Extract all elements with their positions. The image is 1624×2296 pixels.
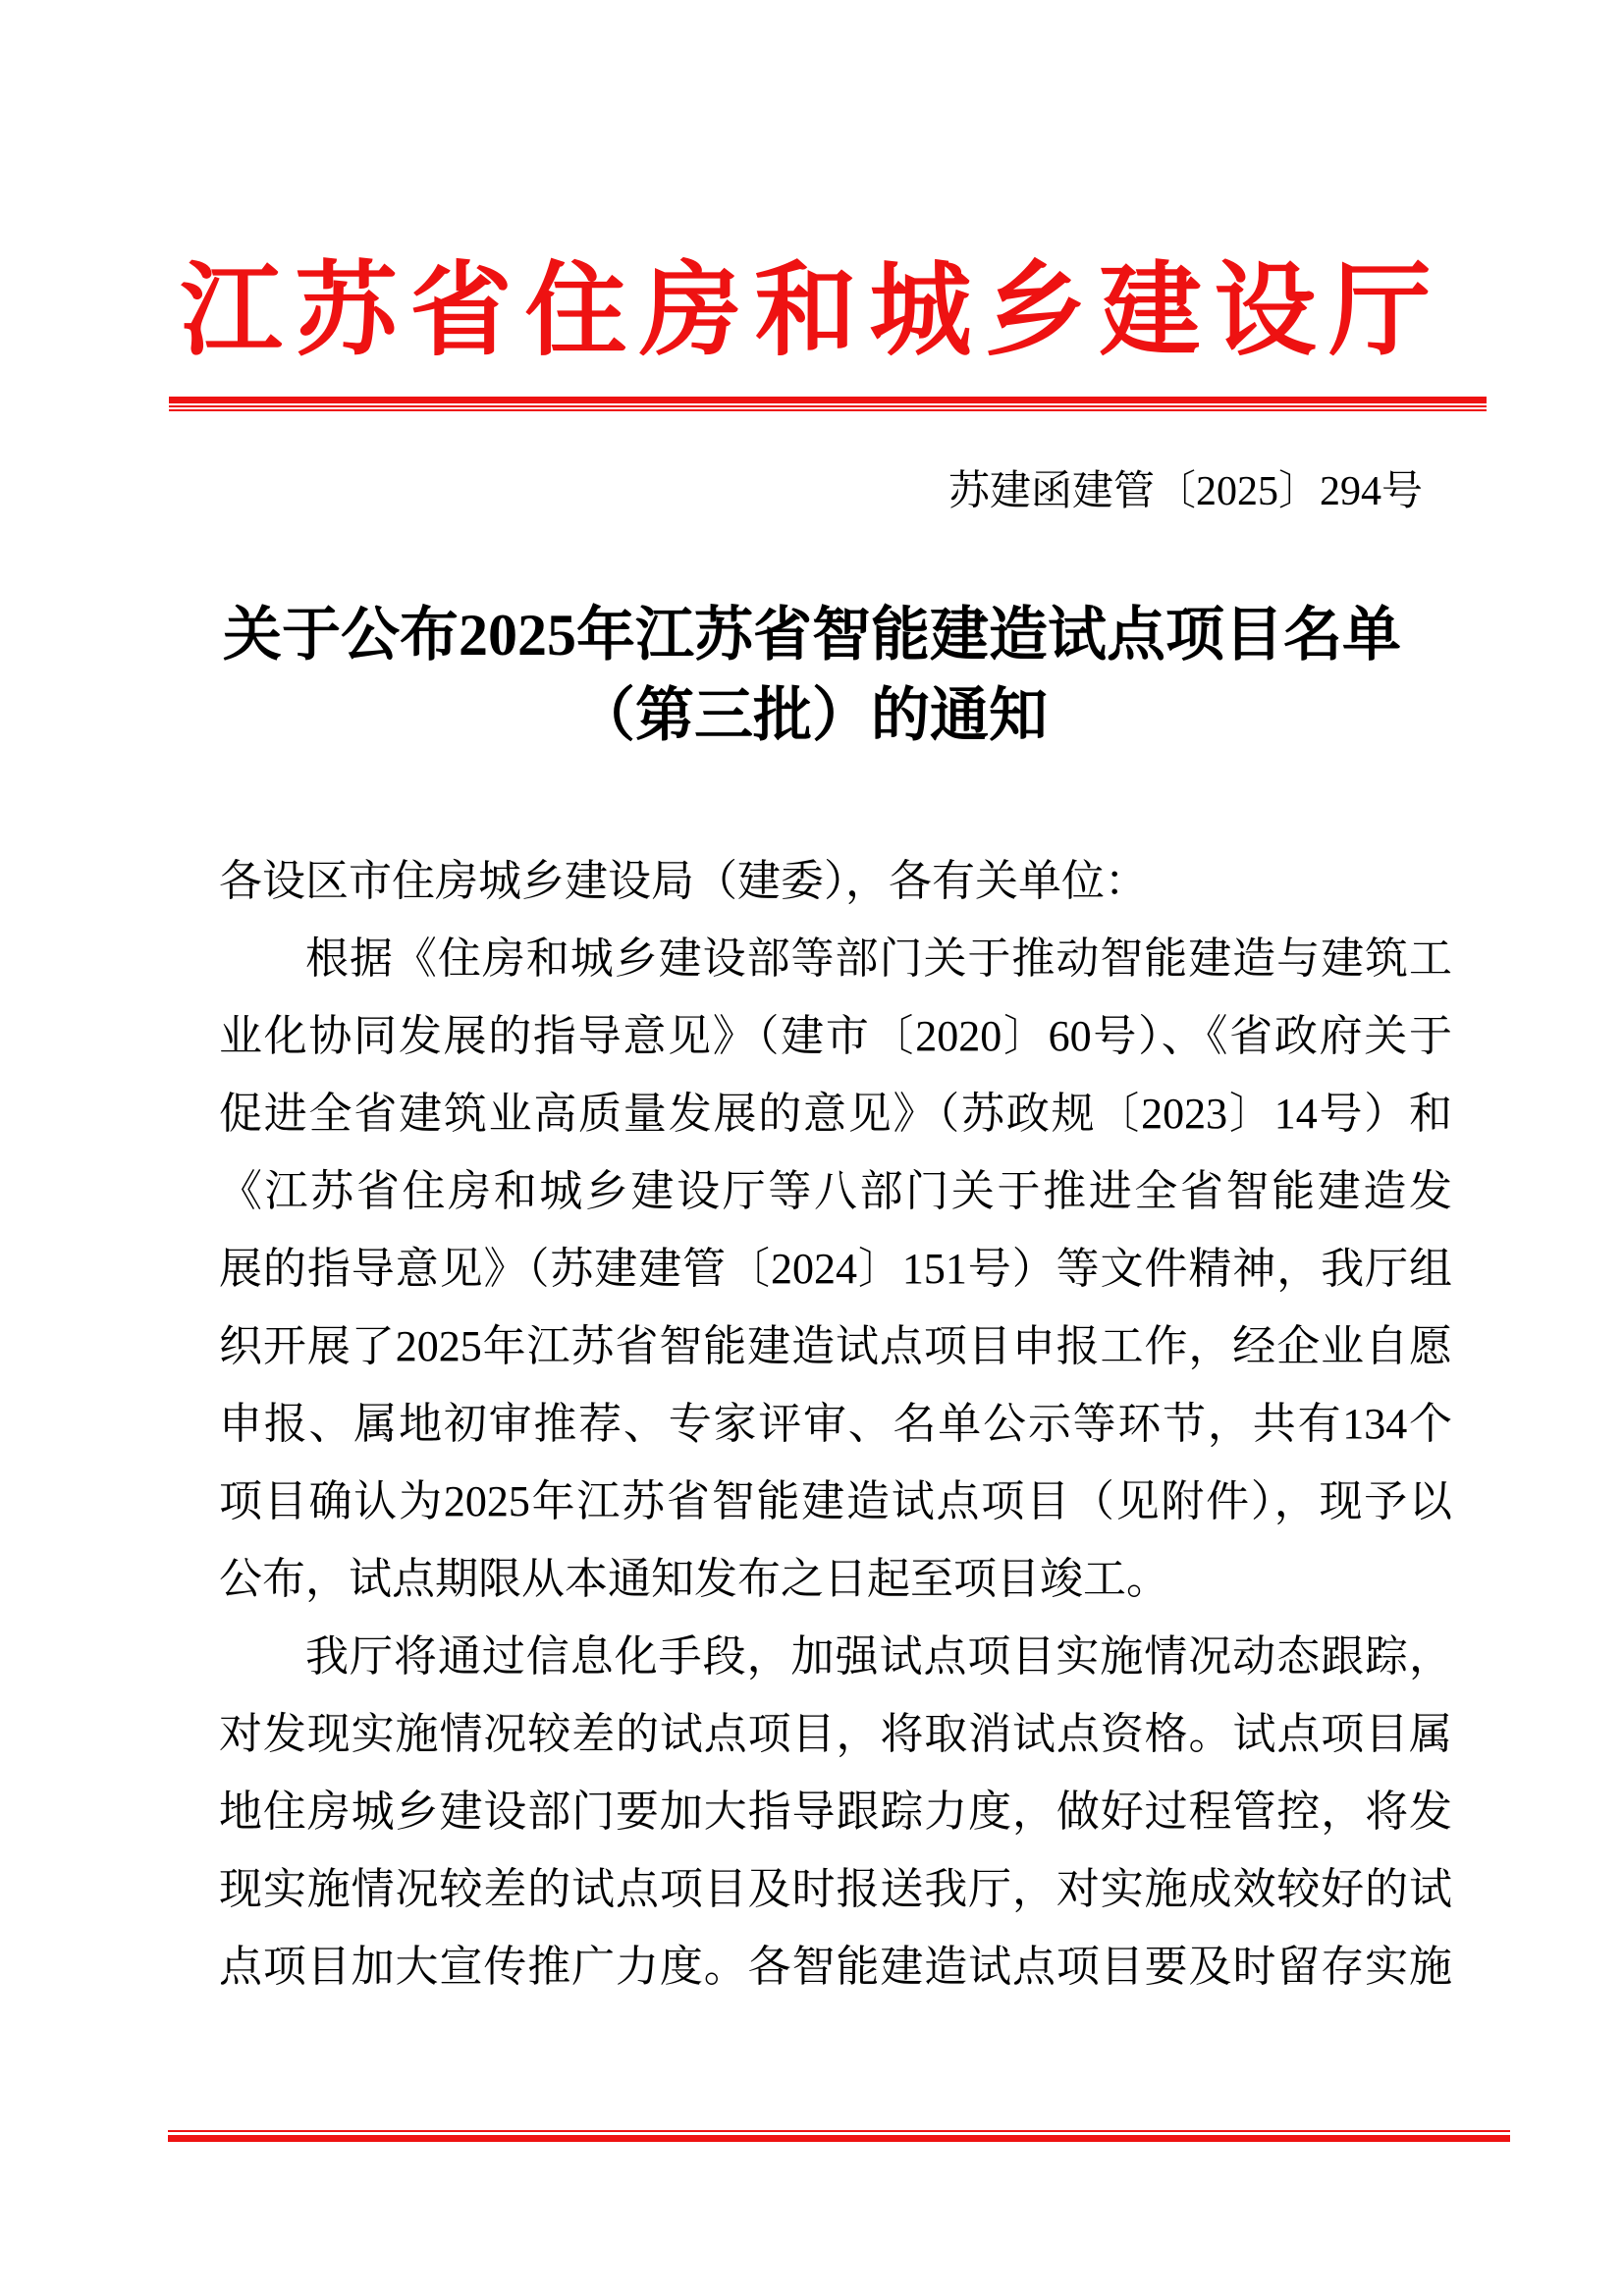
body-line: 我厅将通过信息化手段，加强试点项目实施情况动态跟踪， bbox=[305, 1632, 1452, 1681]
body-line: 织开展了2025年江苏省智能建造试点项目申报工作，经企业自愿 bbox=[219, 1322, 1452, 1370]
body-line: 《江苏省住房和城乡建设厅等八部门关于推进全省智能建造发 bbox=[219, 1167, 1452, 1215]
body-line: 点项目加大宣传推广力度。各智能建造试点项目要及时留存实施 bbox=[219, 1943, 1452, 1991]
footer-separator-rule bbox=[168, 2130, 1510, 2142]
body-line: 现实施情况较差的试点项目及时报送我厅，对实施成效较好的试 bbox=[219, 1865, 1452, 1913]
body-line: 促进全省建筑业高质量发展的意见》（苏政规〔2023〕14号）和 bbox=[219, 1090, 1452, 1138]
body-line: 地住房城乡建设部门要加大指导跟踪力度，做好过程管控，将发 bbox=[219, 1788, 1452, 1836]
body-line: 项目确认为2025年江苏省智能建造试点项目（见附件），现予以 bbox=[219, 1477, 1452, 1525]
rule-bar-thick bbox=[169, 397, 1487, 403]
letterhead-agency-name: 江苏省住房和城乡建设厅 bbox=[180, 255, 1444, 368]
document-reference-number: 苏建函建管〔2025〕294号 bbox=[947, 469, 1423, 514]
rule-bar-thin bbox=[169, 409, 1487, 411]
body-line: 对发现实施情况较差的试点项目，将取消试点资格。试点项目属 bbox=[219, 1710, 1452, 1758]
letterhead-separator-rule bbox=[169, 397, 1487, 411]
notice-title-line1: 关于公布2025年江苏省智能建造试点项目名单 bbox=[223, 603, 1401, 667]
body-line: 各设区市住房城乡建设局（建委），各有关单位： bbox=[219, 857, 1148, 905]
rule-bar-thick bbox=[168, 2135, 1510, 2142]
body-line: 展的指导意见》（苏建建管〔2024〕151号）等文件精神，我厅组 bbox=[219, 1245, 1452, 1293]
body-line: 业化协同发展的指导意见》（建市〔2020〕60号）、《省政府关于 bbox=[219, 1012, 1452, 1060]
body-line: 公布，试点期限从本通知发布之日起至项目竣工。 bbox=[219, 1555, 1169, 1603]
notice-title-line2: （第三批）的通知 bbox=[576, 683, 1048, 748]
body-lines bbox=[219, 842, 1452, 2005]
body-line: 根据《住房和城乡建设部等部门关于推动智能建造与建筑工 bbox=[305, 934, 1452, 983]
notice-title bbox=[0, 595, 1624, 756]
body-line: 申报、属地初审推荐、专家评审、名单公示等环节，共有134个 bbox=[219, 1400, 1452, 1448]
